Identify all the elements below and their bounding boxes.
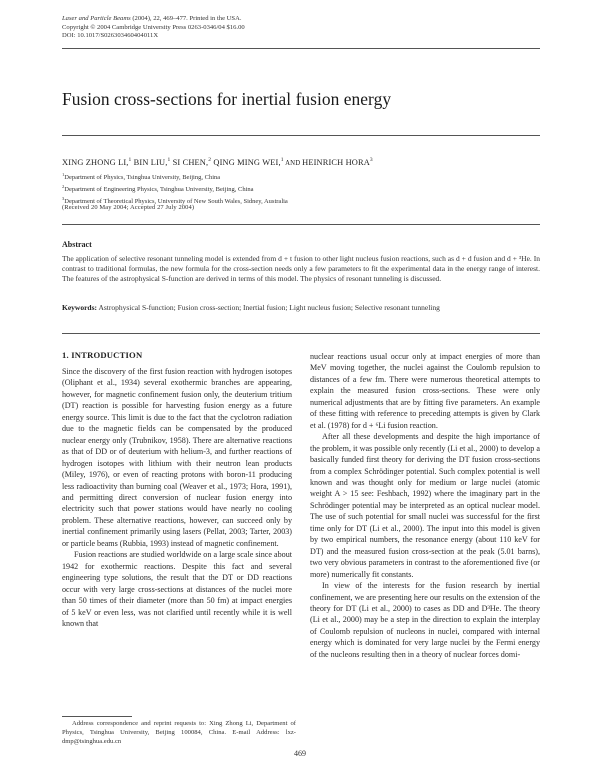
footnote — [62, 720, 296, 747]
received-dates: (Received 20 May 2004; Accepted 27 July 2004) — [62, 204, 195, 211]
author-name: QING MING WEI, — [211, 157, 281, 167]
abstract-heading: Abstract — [62, 240, 92, 249]
journal-citation — [62, 15, 245, 24]
paragraph: Since the discovery of the first fusion reaction with hydrogen isotopes (Oliphant et al., 1934) several exothermic branches are appearing, however, for magnetic confinement fusion only, the deuterium tritium (DT) reaction is possible for harvesting fusion energy as a future energy source. This limit is due to the fact that the cyclotron radiation due to the magnetic fields can be compensated by the produced nuclear energy only (Trubnikov, 1958). There are alternative reactions as that of DD or of deuterium with helium-3, and further reactions of hydrogen isotopes with lithium with their neutron lean products (Miley, 1976), or even of reacting protons with boron-11 producing less radioactivity than burning coal (Weaver et al., 1973; Hora, 1991), and permitting direct conversion of nuclear fusion energy into electricity such that power stations would have nearly no cooling problem. These alternative reactions, however, can succeed only by inertial confinement primarily using lasers (Pellat, 2003; Tarter, 2003) or particle beams (Rubbia, 1993) instead of magnetic confinement. — [62, 367, 292, 548]
affiliation-mark: 3 — [62, 195, 65, 201]
affiliation-list — [62, 171, 288, 207]
footnote-text: Address correspondence and reprint requests to: Xing Zhong Li, Department of Physics, Tsinghua University, Beijing 100084, China. E-mail Address: lxz-dmp@tsinghua.edu.cn — [62, 720, 296, 745]
author-name: HEINRICH HORA — [302, 157, 370, 167]
title-rule — [62, 135, 540, 136]
abstract-bottom-rule — [62, 333, 540, 334]
affiliation-text: Department of Physics, Tsinghua University, Beijing, China — [64, 174, 221, 182]
footnote-rule — [62, 716, 132, 717]
keywords-text: Astrophysical S-function; Fusion cross-section; Inertial fusion; Light nucleus fusion; Selective resonant tunneling — [98, 303, 440, 312]
paper-title: Fusion cross-sections for inertial fusion energy — [62, 89, 392, 109]
abstract-top-rule — [62, 224, 540, 225]
keywords-label: Keywords: — [62, 303, 97, 312]
right-column — [310, 351, 540, 660]
author-name: XING ZHONG LI, — [62, 157, 129, 167]
author-affil-mark: 1 — [280, 157, 284, 163]
author-conjunction: AND — [283, 159, 303, 167]
author-affil-mark: 1 — [167, 157, 171, 163]
left-column — [62, 366, 292, 629]
affiliation-text: Department of Theoretical Physics, University of New South Wales, Sidney, Australia — [64, 198, 288, 206]
author-list — [62, 157, 373, 167]
affiliation-text: Department of Engineering Physics, Tsinghua University, Beijing, China — [64, 186, 254, 194]
affiliation — [62, 183, 288, 195]
affiliation-mark: 1 — [62, 172, 65, 177]
journal-issue: (2004), 22, 469–477. Printed in the USA. — [130, 15, 242, 22]
section-heading: 1. INTRODUCTION — [62, 350, 143, 360]
paragraph: nuclear reactions usual occur only at impact energies of more than MeV moving together, the nuclei against the Coulomb repulsion to distances of a few fm. There were numerous theoretical attempts to explain the measured fusion cross-sections. These were only numerical adjustments that are by fitting five parameters. An example of these fitting with reference to preceding attempts is given by Clark et al. (1978) for d + ⁶Li fusion reaction. — [310, 352, 540, 430]
journal-name: Laser and Particle Beams — [62, 15, 131, 22]
abstract-body: The application of selective resonant tunneling model is extended from d + t fusion to other light nucleus fusion reactions, such as d + d fusion and d + ³He. In contrast to traditional formulas, the new formula for the cross-section needs only a few parameters to fit the experimental data in the energy range of interest. The features of the astrophysical S-function are derived in terms of this model. The physics of resonant tunneling is discussed. — [62, 254, 540, 284]
journal-header — [62, 15, 245, 41]
keywords — [62, 303, 540, 313]
page-number: 469 — [294, 749, 306, 758]
affiliation — [62, 171, 288, 183]
doi-line: DOI: 10.1017/S026303460404011X — [62, 32, 159, 40]
author-name: BIN LIU, — [131, 157, 168, 167]
affiliation-mark: 2 — [62, 183, 65, 189]
copyright-line: Copyright © 2004 Cambridge University Press 0263-0346/04 $16.00 — [62, 23, 245, 31]
header-rule — [62, 48, 540, 49]
paragraph: In view of the interests for the fusion research by inertial confinement, we are presenting here our results on the extension of the theory for DT (Li et al., 2000) to cases as DD and D³He. The theory (Li et al., 2000) may be a step in the direction to explain the interplay of Coulomb repulsion of nucleons in nuclei, compared with internal energy which is dominated for very large nuclei by the Fermi energy of the nucleons resulting then in a theory of nuclear forces domi- — [310, 581, 540, 659]
paragraph: Fusion reactions are studied worldwide on a large scale since about 1942 for exothermic reactions. Despite this fact and several engineering type solutions, the result that the DT or DD reactions occur with very large cross-sections at distances of the nuclei more than 50 times of their diameter (more than 50 fm) at impact energies of 5 keV or even less, was not clarified until recently while it is well known that — [62, 550, 292, 628]
author-affil-mark: 1 — [128, 157, 132, 163]
author-name: SI CHEN, — [170, 157, 209, 167]
author-affil-mark: 3 — [369, 157, 373, 163]
author-affil-mark: 2 — [208, 157, 212, 163]
paragraph: After all these developments and despite the high importance of the problem, it was possible only recently (Li et al., 2000) to develop a basically funded first theory for deriving the DT fusion cross-sections from a complex Schrödinger potential. Such complex potential is well known and was thought only for medium or large nuclei (atomic weight A > 15 see: Feshbach, 1992) where the imaginary part in the Schrödinger potential may be interpreted as an optical nuclear model. The use of such potential for small nuclei was successful for the first time only for DT (Li et al., 2000). The input into this model is given by two empirical numbers, the resonance energy (about 110 keV for DT) and the measured fusion cross-section at the peak (5.01 barns), two very obvious parameters in contrast to the aforementioned five (or more) numerically fit constants. — [310, 432, 540, 579]
